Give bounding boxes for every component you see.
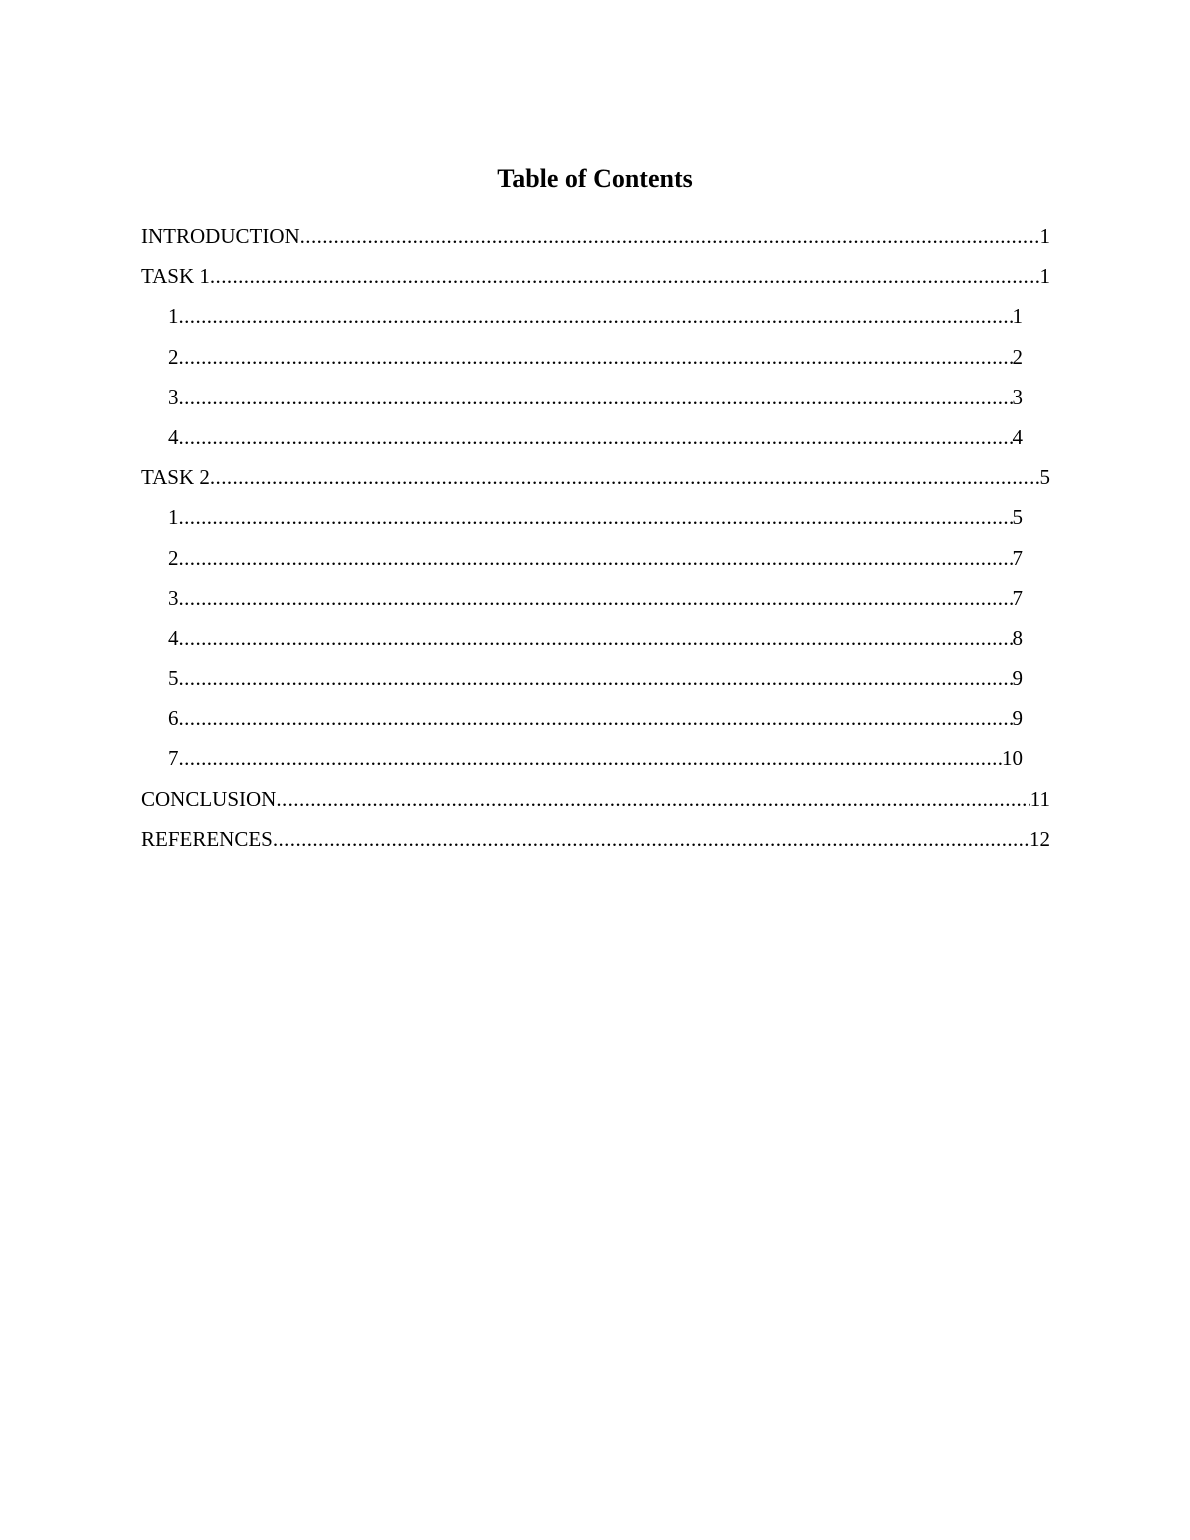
toc-dot-leader	[276, 785, 1029, 813]
toc-entry-label: REFERENCES	[141, 826, 273, 851]
toc-page-number: 1	[1039, 264, 1050, 289]
toc-page-number: 7	[1012, 545, 1023, 570]
toc-entry-task-1-item-2[interactable]	[168, 343, 1023, 383]
toc-entry-label: CONCLUSION	[141, 786, 277, 811]
toc-entry-conclusion[interactable]	[141, 785, 1050, 825]
toc-dot-leader	[179, 302, 1013, 330]
page-title: Table of Contents	[497, 164, 693, 193]
toc-entry-label: 7	[168, 746, 179, 771]
toc-page-number: 7	[1012, 585, 1023, 610]
toc-entry-label: INTRODUCTION	[141, 224, 300, 248]
toc-page-number: 1	[1012, 304, 1023, 329]
toc-entry-label: 1	[168, 505, 179, 530]
toc-entry-label: 2	[168, 344, 179, 369]
toc-page-number: 5	[1012, 505, 1023, 530]
toc-entry-label: TASK 1	[141, 264, 210, 289]
toc-entry-task-2-item-2[interactable]	[168, 544, 1023, 584]
toc-entry-label: 4	[168, 424, 179, 449]
toc-dot-leader	[273, 825, 1029, 853]
toc-entry-task-2-item-3[interactable]	[168, 584, 1023, 624]
toc-dot-leader	[179, 544, 1013, 572]
toc-page-number: 9	[1012, 706, 1023, 731]
toc-entry-task-2-item-4[interactable]	[168, 624, 1023, 664]
toc-dot-leader	[210, 262, 1040, 290]
toc-page-number: 4	[1012, 424, 1023, 449]
toc-page-number: 1	[1039, 224, 1050, 248]
toc-entry-task-2[interactable]	[141, 463, 1050, 503]
toc-entry-introduction[interactable]	[141, 222, 1050, 262]
toc-entry-label: 6	[168, 706, 179, 731]
table-of-contents	[0, 222, 1190, 865]
toc-page-number: 10	[1002, 746, 1023, 771]
toc-page-number: 11	[1029, 786, 1050, 811]
toc-dot-leader	[179, 383, 1013, 411]
toc-dot-leader	[179, 664, 1013, 692]
toc-dot-leader	[179, 704, 1013, 732]
toc-dot-leader	[300, 222, 1040, 250]
toc-entry-task-1-item-1[interactable]	[168, 302, 1023, 342]
toc-entry-label: 2	[168, 545, 179, 570]
toc-entry-task-1[interactable]	[141, 262, 1050, 302]
toc-entry-label: 3	[168, 384, 179, 409]
toc-entry-task-2-item-5[interactable]	[168, 664, 1023, 704]
toc-page-number: 2	[1012, 344, 1023, 369]
toc-entry-label: 3	[168, 585, 179, 610]
toc-entry-references[interactable]	[141, 825, 1050, 865]
toc-entry-label: 1	[168, 304, 179, 329]
toc-entry-task-2-item-7[interactable]	[168, 744, 1023, 784]
toc-dot-leader	[210, 463, 1040, 491]
toc-page-number: 9	[1012, 666, 1023, 691]
toc-entry-label: 5	[168, 666, 179, 691]
toc-page-number: 12	[1029, 826, 1050, 851]
toc-dot-leader	[179, 744, 1003, 772]
toc-dot-leader	[179, 343, 1013, 371]
toc-page-number: 3	[1012, 384, 1023, 409]
toc-entry-label: TASK 2	[141, 465, 210, 490]
toc-dot-leader	[179, 624, 1013, 652]
toc-dot-leader	[179, 584, 1013, 612]
toc-entry-task-2-item-6[interactable]	[168, 704, 1023, 744]
toc-entry-task-2-item-1[interactable]	[168, 503, 1023, 543]
toc-dot-leader	[179, 423, 1013, 451]
toc-entry-task-1-item-3[interactable]	[168, 383, 1023, 423]
toc-page-number: 5	[1039, 465, 1050, 490]
toc-dot-leader	[179, 503, 1013, 531]
toc-entry-label: 4	[168, 625, 179, 650]
toc-entry-task-1-item-4[interactable]	[168, 423, 1023, 463]
toc-page-number: 8	[1012, 625, 1023, 650]
